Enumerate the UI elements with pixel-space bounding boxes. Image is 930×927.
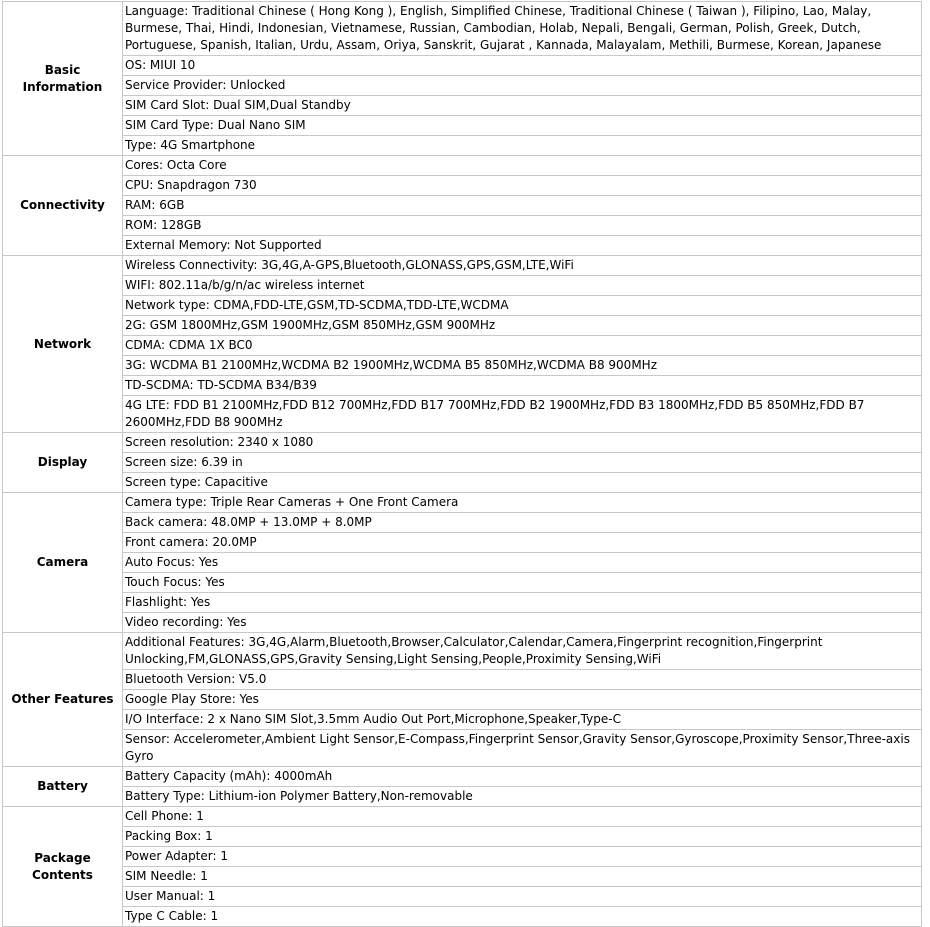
spec-value: Camera type: Triple Rear Cameras + One Front Camera [123, 493, 922, 513]
spec-value: Touch Focus: Yes [123, 573, 922, 593]
spec-row [3, 356, 922, 376]
spec-value: I/O Interface: 2 x Nano SIM Slot,3.5mm Audio Out Port,Microphone,Speaker,Type-C [123, 710, 922, 730]
spec-value: Screen resolution: 2340 x 1080 [123, 433, 922, 453]
spec-row [3, 473, 922, 493]
spec-row [3, 156, 922, 176]
spec-row [3, 593, 922, 613]
spec-value: 3G: WCDMA B1 2100MHz,WCDMA B2 1900MHz,WCDMA B5 850MHz,WCDMA B8 900MHz [123, 356, 922, 376]
spec-value: Service Provider: Unlocked [123, 76, 922, 96]
spec-row [3, 196, 922, 216]
spec-value: Type C Cable: 1 [123, 907, 922, 927]
spec-value: Battery Type: Lithium-ion Polymer Battery,Non-removable [123, 787, 922, 807]
section-label: Battery [3, 767, 123, 807]
spec-row [3, 256, 922, 276]
spec-value: CPU: Snapdragon 730 [123, 176, 922, 196]
spec-row [3, 847, 922, 867]
spec-row [3, 276, 922, 296]
spec-value: 4G LTE: FDD B1 2100MHz,FDD B12 700MHz,FDD B17 700MHz,FDD B2 1900MHz,FDD B3 1800MHz,FDD B5 850MHz,FDD B7 2600MHz,FDD B8 900MHz [123, 396, 922, 433]
spec-row [3, 573, 922, 593]
section-label: Other Features [3, 633, 123, 767]
spec-row [3, 296, 922, 316]
spec-row [3, 236, 922, 256]
spec-value: WIFI: 802.11a/b/g/n/ac wireless internet [123, 276, 922, 296]
spec-value: CDMA: CDMA 1X BC0 [123, 336, 922, 356]
spec-value: Flashlight: Yes [123, 593, 922, 613]
spec-value: TD-SCDMA: TD-SCDMA B34/B39 [123, 376, 922, 396]
spec-value: Additional Features: 3G,4G,Alarm,Bluetooth,Browser,Calculator,Calendar,Camera,Fingerprint recognition,Fingerprint Unlocking,FM,GLONASS,GPS,Gravity Sensing,Light Sensing,People,Proximity Sensing,WiFi [123, 633, 922, 670]
spec-value: SIM Needle: 1 [123, 867, 922, 887]
spec-row [3, 316, 922, 336]
spec-row [3, 787, 922, 807]
spec-value: OS: MIUI 10 [123, 56, 922, 76]
spec-value: Language: Traditional Chinese ( Hong Kong ), English, Simplified Chinese, Traditional Chinese ( Taiwan ), Filipino, Lao, Malay, Burmese, Thai, Hindi, Indonesian, Vietnamese, Russian, Cambodian, Holab, Nepali, Bengali, German, Polish, Greek, Dutch, Portuguese, Spanish, Italian, Urdu, Assam, Oriya, Sanskrit, Gujarat , Kannada, Malayalam, Methili, Burmese, Korean, Japanese [123, 2, 922, 56]
spec-value: RAM: 6GB [123, 196, 922, 216]
spec-row [3, 136, 922, 156]
section-label: Connectivity [3, 156, 123, 256]
spec-value: Battery Capacity (mAh): 4000mAh [123, 767, 922, 787]
spec-row [3, 396, 922, 433]
section-label: Basic Information [3, 2, 123, 156]
spec-value: 2G: GSM 1800MHz,GSM 1900MHz,GSM 850MHz,GSM 900MHz [123, 316, 922, 336]
spec-row [3, 376, 922, 396]
section-label: Network [3, 256, 123, 433]
spec-value: User Manual: 1 [123, 887, 922, 907]
spec-row [3, 730, 922, 767]
spec-row [3, 690, 922, 710]
spec-row [3, 433, 922, 453]
spec-row [3, 2, 922, 56]
spec-value: Bluetooth Version: V5.0 [123, 670, 922, 690]
spec-value: Screen size: 6.39 in [123, 453, 922, 473]
spec-value: External Memory: Not Supported [123, 236, 922, 256]
spec-row [3, 710, 922, 730]
spec-row [3, 116, 922, 136]
spec-value: Packing Box: 1 [123, 827, 922, 847]
spec-row [3, 887, 922, 907]
spec-row [3, 56, 922, 76]
spec-row [3, 176, 922, 196]
spec-row [3, 613, 922, 633]
spec-row [3, 907, 922, 927]
spec-value: Sensor: Accelerometer,Ambient Light Sensor,E-Compass,Fingerprint Sensor,Gravity Sensor,Gyroscope,Proximity Sensor,Three-axis Gyro [123, 730, 922, 767]
spec-value: Video recording: Yes [123, 613, 922, 633]
spec-row [3, 96, 922, 116]
spec-value: Cell Phone: 1 [123, 807, 922, 827]
spec-value: SIM Card Slot: Dual SIM,Dual Standby [123, 96, 922, 116]
spec-row [3, 216, 922, 236]
spec-value: Screen type: Capacitive [123, 473, 922, 493]
spec-row [3, 807, 922, 827]
spec-value: Wireless Connectivity: 3G,4G,A-GPS,Bluetooth,GLONASS,GPS,GSM,LTE,WiFi [123, 256, 922, 276]
spec-value: Back camera: 48.0MP + 13.0MP + 8.0MP [123, 513, 922, 533]
spec-value: SIM Card Type: Dual Nano SIM [123, 116, 922, 136]
section-label: Camera [3, 493, 123, 633]
spec-row [3, 513, 922, 533]
spec-value: Auto Focus: Yes [123, 553, 922, 573]
spec-row [3, 553, 922, 573]
spec-row [3, 827, 922, 847]
spec-row [3, 493, 922, 513]
spec-value: ROM: 128GB [123, 216, 922, 236]
spec-value: Type: 4G Smartphone [123, 136, 922, 156]
spec-row [3, 533, 922, 553]
section-label: Package Contents [3, 807, 123, 927]
spec-value: Google Play Store: Yes [123, 690, 922, 710]
spec-row [3, 767, 922, 787]
spec-value: Cores: Octa Core [123, 156, 922, 176]
spec-row [3, 336, 922, 356]
section-label: Display [3, 433, 123, 493]
spec-row [3, 670, 922, 690]
spec-row [3, 453, 922, 473]
spec-value: Front camera: 20.0MP [123, 533, 922, 553]
spec-row [3, 867, 922, 887]
spec-row [3, 76, 922, 96]
spec-value: Power Adapter: 1 [123, 847, 922, 867]
spec-value: Network type: CDMA,FDD-LTE,GSM,TD-SCDMA,TDD-LTE,WCDMA [123, 296, 922, 316]
specification-table-body [3, 2, 922, 927]
specification-table [2, 1, 922, 927]
spec-row [3, 633, 922, 670]
